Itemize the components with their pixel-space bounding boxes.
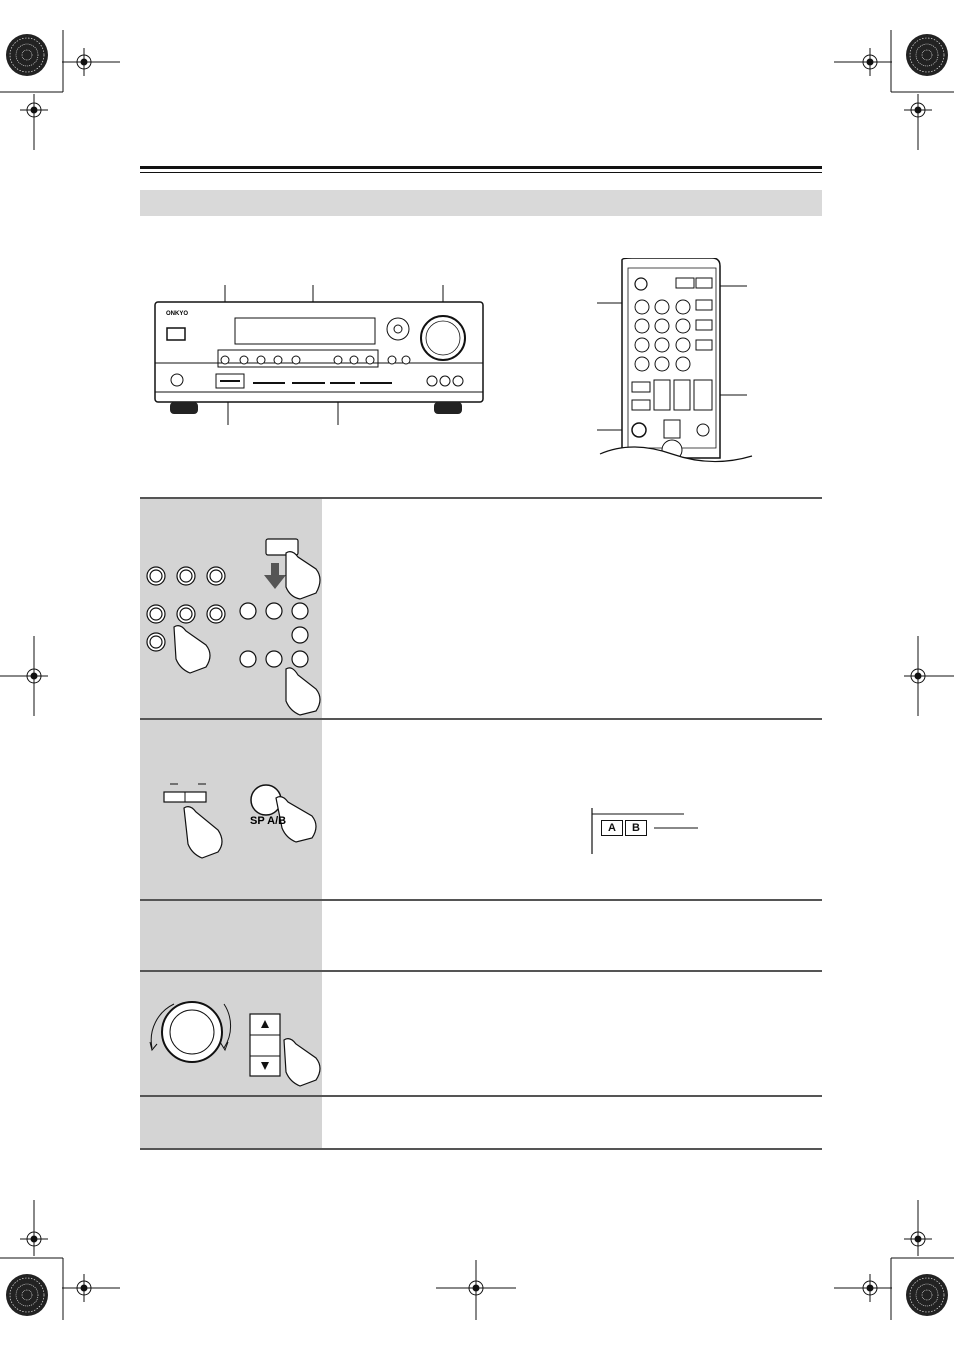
step-4-illustration-panel	[140, 972, 322, 1097]
section-heading-band	[140, 190, 822, 216]
step-1-illustration-panel	[140, 499, 322, 720]
display-speaker-a: A	[601, 820, 623, 836]
step-row-3	[140, 899, 822, 972]
starburst-mark-top-left	[6, 34, 48, 76]
step-2-text-panel	[322, 720, 822, 901]
remote-control-illustration	[592, 258, 762, 468]
step-3-illustration-panel	[140, 901, 322, 972]
speaker-display-illustration	[588, 804, 718, 874]
receiver-front-panel-illustration	[140, 280, 500, 430]
volume-control-illustration	[140, 972, 322, 1097]
sp-ab-button-label: SP A/B	[250, 815, 287, 827]
step-5-text-panel	[322, 1097, 822, 1150]
step-row-1	[140, 497, 822, 720]
step-3-text-panel	[322, 901, 822, 972]
step-row-4	[140, 970, 822, 1097]
step-2-illustration-panel	[140, 720, 322, 901]
display-speaker-b: B	[625, 820, 647, 836]
speaker-button-illustration	[140, 720, 322, 901]
step-row-2	[140, 718, 822, 901]
step-5-illustration-panel	[140, 1097, 322, 1150]
header-rule	[140, 166, 822, 169]
starburst-mark-bottom-right	[906, 1274, 948, 1316]
header-rule-thin	[140, 172, 822, 173]
step-row-5	[140, 1095, 822, 1150]
starburst-mark-bottom-left	[6, 1274, 48, 1316]
input-selector-illustration	[140, 499, 322, 720]
step-4-text-panel	[322, 972, 822, 1097]
onkyo-logo: ONKYO	[166, 311, 189, 317]
table-bottom-rule	[140, 1148, 822, 1150]
step-1-text-panel	[322, 499, 822, 720]
starburst-mark-top-right	[906, 34, 948, 76]
